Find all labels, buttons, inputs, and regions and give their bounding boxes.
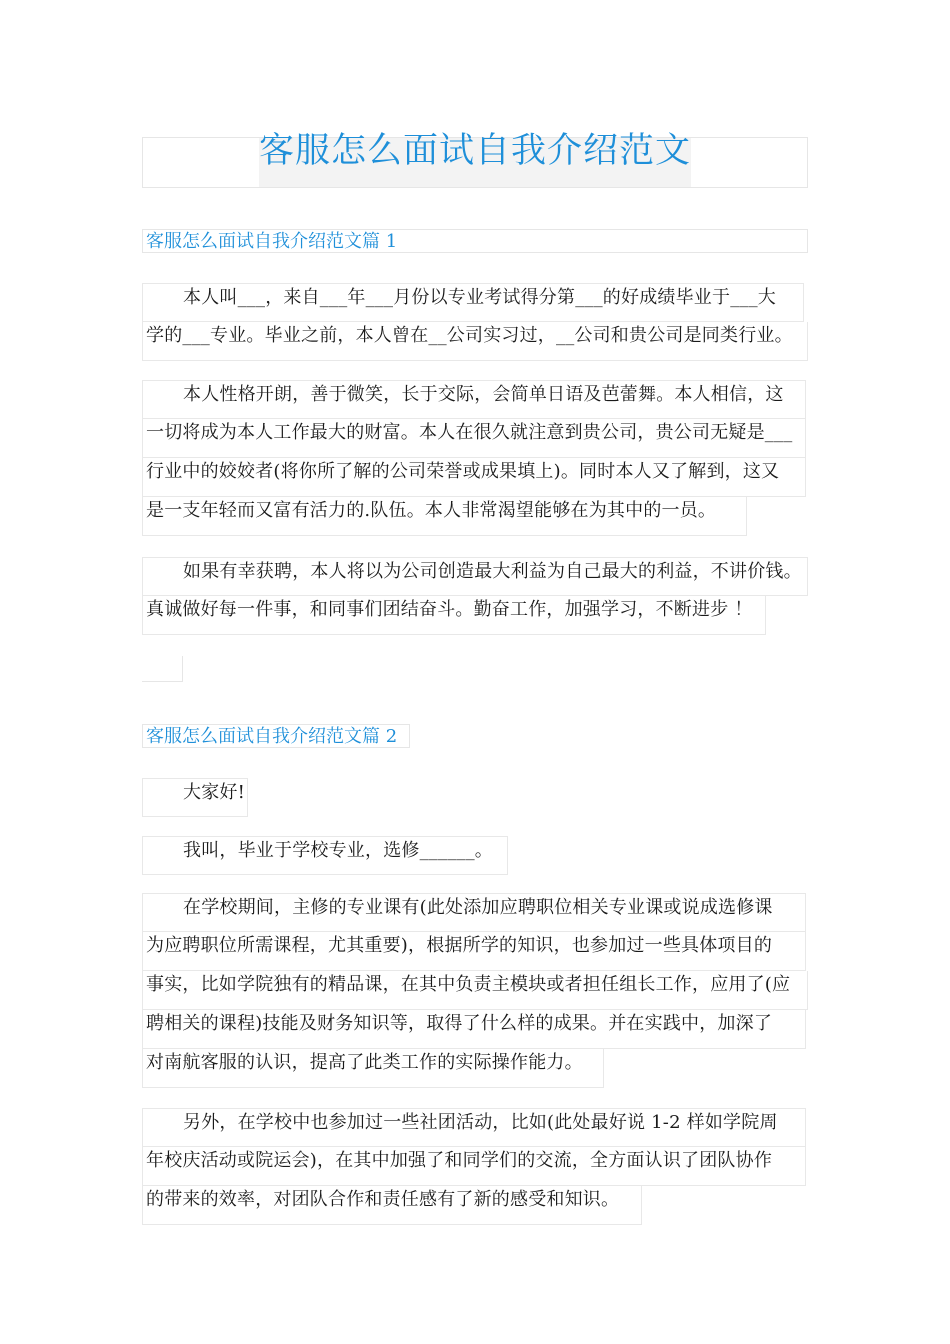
text-line: 聘相关的课程)技能及财务知识等，取得了什么样的成果。并在实践中，加深了 (142, 1010, 806, 1049)
section-1-paragraph-1 (142, 283, 808, 361)
text-line: 一切将成为本人工作最大的财富。本人在很久就注意到贵公司，贵公司无疑是___ (142, 419, 806, 458)
text-line: 大家好! (142, 778, 248, 817)
text-line: 我叫，毕业于学校专业，选修______。 (142, 836, 508, 875)
text-line: 本人性格开朗，善于微笑，长于交际，会简单日语及芭蕾舞。本人相信，这 (142, 380, 806, 419)
text-line: 真诚做好每一件事，和同事们团结奋斗。勤奋工作，加强学习，不断进步 ！ (142, 596, 766, 635)
text-line: 为应聘职位所需课程，尤其重要)，根据所学的知识，也参加过一些具体项目的 (142, 932, 806, 971)
text-line: 本人叫___，来自___年___月份以专业考试得分第___的好成绩毕业于___大 (142, 283, 804, 322)
section-1-paragraph-3 (142, 557, 808, 635)
text-line: 学的___专业。毕业之前，本人曾在__公司实习过，__公司和贵公司是同类行业。 (142, 322, 808, 361)
empty-paragraph (142, 656, 183, 682)
text-line: 行业中的姣姣者(将你所了解的公司荣誉或成果填上)。同时本人又了解到，这又 (142, 458, 806, 497)
text-line: 对南航客服的认识，提高了此类工作的实际操作能力。 (142, 1049, 604, 1088)
title-frame (142, 131, 808, 188)
text-line: 是一支年轻而又富有活力的.队伍。本人非常渴望能够在为其中的一员。 (142, 497, 747, 536)
section-2-paragraph-3 (142, 893, 808, 1088)
section-2-paragraph-2 (142, 836, 808, 875)
text-line: 如果有幸获聘，本人将以为公司创造最大利益为自己最大的利益，不讲价钱。 (142, 557, 808, 596)
text-line: 事实，比如学院独有的精品课，在其中负责主模块或者担任组长工作，应用了(应 (142, 971, 808, 1010)
text-line: 的带来的效率，对团队合作和责任感有了新的感受和知识。 (142, 1186, 642, 1225)
text-line: 在学校期间，主修的专业课有(此处添加应聘职位相关专业课或说成选修课 (142, 893, 806, 932)
section-1-heading: 客服怎么面试自我介绍范文篇 1 (142, 229, 808, 253)
document-title: 客服怎么面试自我介绍范文 (259, 138, 691, 187)
text-line: 另外，在学校中也参加过一些社团活动，比如(此处最好说 1-2 样如学院周 (142, 1108, 806, 1147)
section-2-paragraph-1 (142, 778, 808, 817)
text-line: 年校庆活动或院运会)，在其中加强了和同学们的交流，全方面认识了团队协作 (142, 1147, 806, 1186)
section-1-paragraph-2 (142, 380, 808, 536)
section-2-paragraph-4 (142, 1108, 808, 1225)
section-2-heading: 客服怎么面试自我介绍范文篇 2 (142, 724, 410, 748)
